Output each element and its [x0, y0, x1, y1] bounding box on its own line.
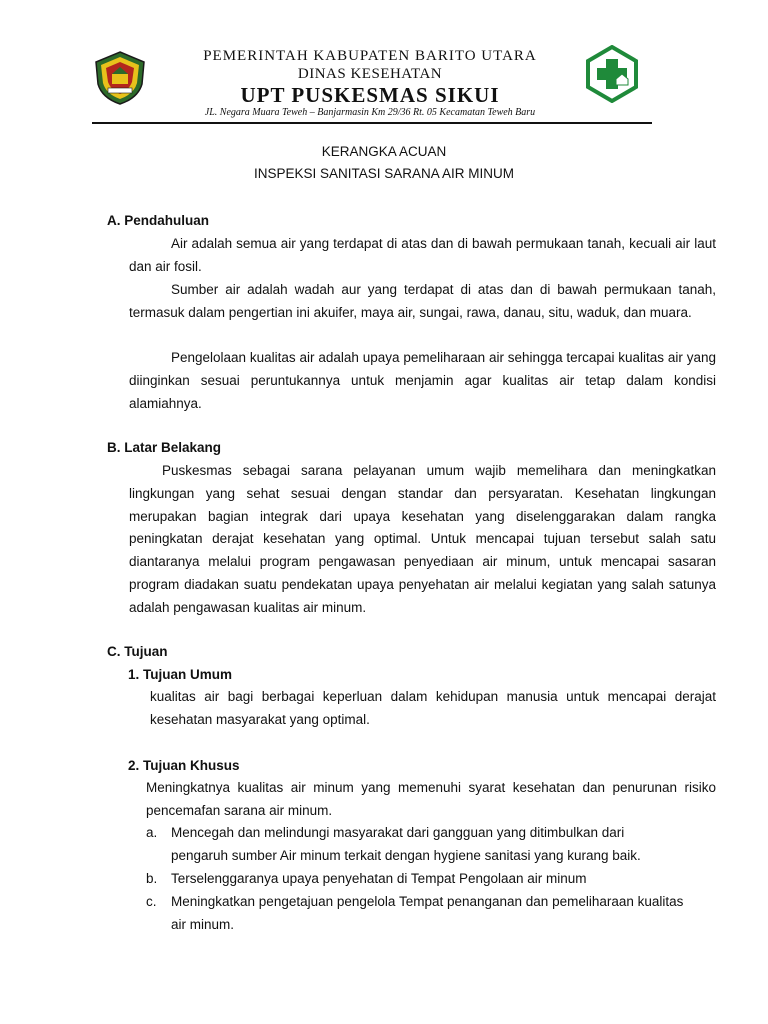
section-a-paragraph-2: Sumber air adalah wadah aur yang terdapat di atas dan di bawah permukaan tanah, termasuk dalam pengertian ini akuifer, maya air, sungai, rawa, danau, situ, waduk, dan muara. — [129, 282, 716, 320]
list-item-c-line1: Meningkatkan pengetajuan pengelola Tempat penanganan dan pemeliharaan kualitas — [171, 894, 684, 909]
list-marker-c: c. — [146, 894, 157, 909]
letterhead-address: JL. Negara Muara Teweh – Banjarmasin Km 29/36 Rt. 05 Kecamatan Teweh Baru — [204, 107, 536, 118]
tujuan-umum-text: kualitas air bagi berbagai keperluan dalam kehidupan manusia untuk mencapai derajat kesehatan masyarakat yang optimal. — [150, 689, 716, 727]
list-item-b-line1: Terselenggaranya upaya penyehatan di Tempat Pengolaan air minum — [171, 871, 587, 886]
list-item-a-line2: pengaruh sumber Air minum terkait dengan hygiene sanitasi yang kurang baik. — [171, 848, 641, 863]
letterhead-government: PEMERINTAH KABUPATEN BARITO UTARA — [203, 48, 537, 64]
tujuan-khusus-heading: 2. Tujuan Khusus — [128, 758, 240, 773]
document-title: KERANGKA ACUAN — [321, 144, 447, 159]
section-a-paragraph-3: Pengelolaan kualitas air adalah upaya pemeliharaan air sehingga tercapai kualitas air yang diinginkan sesuai peruntukannya untuk menjamin agar kualitas air tetap dalam kondisi alamiahnya. — [129, 350, 716, 411]
district-emblem-logo — [92, 50, 148, 106]
letterhead-divider — [92, 122, 652, 124]
tujuan-khusus-text: Meningkatnya kualitas air minum yang memenuhi syarat kesehatan dan penurunan risiko pencemafan sarana air minum. — [146, 780, 716, 818]
section-a-heading: A. Pendahuluan — [107, 213, 210, 228]
letterhead — [0, 0, 768, 130]
list-item-c-line2: air minum. — [171, 917, 235, 932]
list-marker-b: b. — [146, 871, 158, 886]
letterhead-unit: UPT PUSKESMAS SIKUI — [240, 83, 500, 107]
section-b-heading: B. Latar Belakang — [107, 440, 222, 455]
list-item-a-line1: Mencegah dan melindungi masyarakat dari gangguan yang ditimbulkan dari — [171, 825, 625, 840]
section-b-paragraph: Puskesmas sebagai sarana pelayanan umum wajib memelihara dan meningkatkan lingkungan yang sehat sesuai dengan standar dan persyaratan. Kesehatan lingkungan merupakan bagian integrak dari upaya kesehatan yang diselenggarakan dalam rangka peningkatan derajat kesehatan yang optimal. Untuk mencapai tujuan tersebut salah satu diantaranya melalui program pengawasan penyediaan air minum, untuk mencapai sasaran program diadakan suatu pendekatan upaya penyehatan air melalui kegiatan yang salah satunya adalah pengawasan kualitas air minum. — [129, 463, 716, 615]
section-a-paragraph-1: Air adalah semua air yang terdapat di atas dan di bawah permukaan tanah, kecuali air laut dan air fosil. — [129, 236, 716, 274]
document-subtitle: INSPEKSI SANITASI SARANA AIR MINUM — [253, 166, 515, 181]
letterhead-department: DINAS KESEHATAN — [297, 66, 443, 82]
list-marker-a: a. — [146, 825, 158, 840]
puskesmas-cross-logo — [586, 45, 638, 103]
section-c-heading: C. Tujuan — [107, 644, 168, 659]
tujuan-umum-heading: 1. Tujuan Umum — [128, 667, 233, 682]
